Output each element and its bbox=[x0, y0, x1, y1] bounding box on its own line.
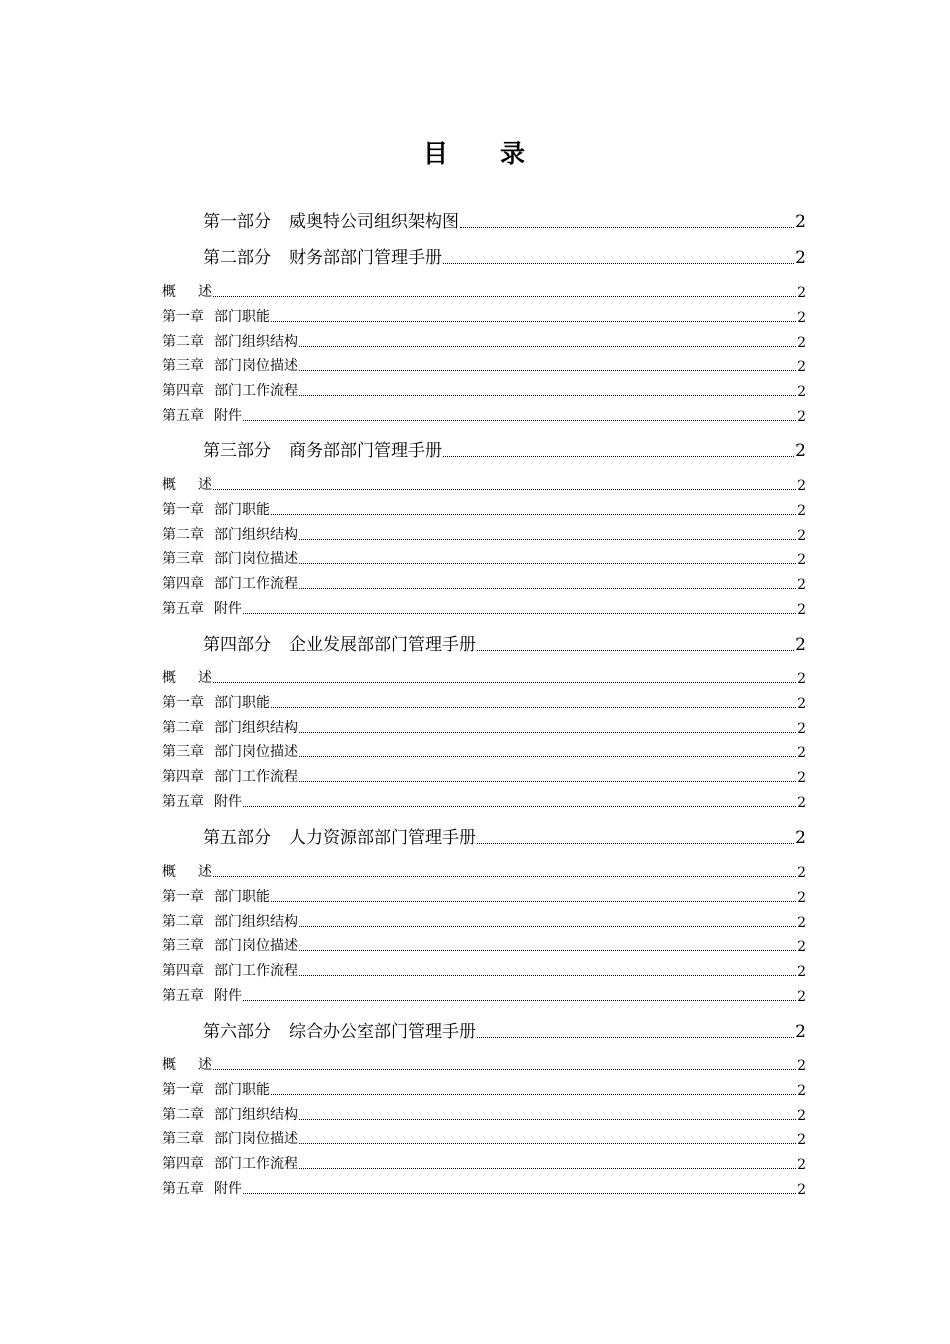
toc-part-title: 威奥特公司组织架构图 bbox=[289, 212, 459, 232]
toc-page-number: 2 bbox=[795, 1022, 806, 1042]
toc-chapter-entry[interactable] bbox=[162, 499, 806, 519]
toc-chapter-title: 部门岗位描述 bbox=[214, 1131, 298, 1148]
toc-chapter-title: 附件 bbox=[214, 794, 242, 810]
title-char-right: 录 bbox=[500, 139, 528, 168]
toc-chapter-label: 第一章 bbox=[162, 308, 204, 325]
toc-page-number: 2 bbox=[797, 384, 806, 401]
toc-chapter-entry[interactable] bbox=[162, 935, 806, 955]
toc-chapter-label: 第二章 bbox=[162, 913, 204, 930]
toc-chapter-title: 部门组织结构 bbox=[214, 526, 298, 543]
toc-part-label: 第三部分 bbox=[203, 441, 271, 461]
leader-dots bbox=[299, 1143, 796, 1144]
toc-page-number: 2 bbox=[797, 1157, 806, 1174]
toc-chapter-label: 第四章 bbox=[162, 576, 204, 593]
toc-chapter-title: 部门工作流程 bbox=[214, 383, 298, 400]
leader-dots bbox=[299, 539, 796, 540]
toc-page-number: 2 bbox=[797, 671, 806, 687]
toc-chapter-title: 部门岗位描述 bbox=[214, 744, 298, 761]
toc-chapter-label: 概 bbox=[162, 864, 176, 880]
leader-dots bbox=[477, 843, 794, 844]
leader-dots bbox=[299, 926, 796, 927]
toc-chapter-entry[interactable] bbox=[162, 573, 806, 593]
toc-chapter-entry[interactable] bbox=[162, 766, 806, 786]
leader-dots bbox=[213, 682, 796, 683]
toc-page-number: 2 bbox=[797, 989, 806, 1005]
toc-page-number: 2 bbox=[797, 577, 806, 594]
leader-dots bbox=[299, 395, 796, 396]
toc-chapter-entry[interactable] bbox=[162, 861, 806, 881]
toc-chapter-label: 概 bbox=[162, 284, 176, 300]
toc-chapter-title: 附件 bbox=[214, 988, 242, 1004]
toc-chapter-entry[interactable] bbox=[162, 791, 806, 811]
leader-dots bbox=[243, 1000, 796, 1001]
toc-chapter-entry[interactable] bbox=[162, 474, 806, 494]
leader-dots bbox=[213, 876, 796, 877]
leader-dots bbox=[443, 263, 794, 264]
toc-chapter-title: 部门岗位描述 bbox=[214, 551, 298, 568]
toc-chapter-title: 部门工作流程 bbox=[214, 1156, 298, 1173]
leader-dots bbox=[299, 756, 796, 757]
leader-dots bbox=[460, 227, 794, 228]
toc-page-number: 2 bbox=[797, 502, 806, 519]
leader-dots bbox=[243, 806, 796, 807]
toc-chapter-label: 第五章 bbox=[162, 794, 204, 810]
toc-page-number: 2 bbox=[797, 285, 806, 301]
toc-page-number: 2 bbox=[797, 770, 806, 787]
toc-chapter-title: 部门岗位描述 bbox=[214, 358, 298, 375]
toc-chapter-label: 第二章 bbox=[162, 1106, 204, 1123]
toc-page-number: 2 bbox=[797, 1107, 806, 1124]
toc-chapter-label: 第二章 bbox=[162, 526, 204, 543]
toc-chapter-title: 部门组织结构 bbox=[214, 333, 298, 350]
toc-chapter-entry[interactable] bbox=[162, 960, 806, 980]
toc-part-label: 第六部分 bbox=[203, 1022, 271, 1042]
toc-chapter-label: 第四章 bbox=[162, 963, 204, 980]
toc-chapter-label: 第三章 bbox=[162, 358, 204, 375]
toc-chapter-title: 附件 bbox=[214, 601, 242, 617]
toc-chapter-entry[interactable] bbox=[162, 598, 806, 618]
toc-page-number: 2 bbox=[797, 1058, 806, 1074]
leader-dots bbox=[213, 296, 796, 297]
leader-dots bbox=[243, 613, 796, 614]
toc-chapter-entry[interactable] bbox=[162, 1054, 806, 1074]
leader-dots bbox=[271, 901, 796, 902]
toc-page-number: 2 bbox=[797, 964, 806, 981]
toc-part-title: 企业发展部部门管理手册 bbox=[289, 635, 476, 655]
toc-part-entry[interactable] bbox=[203, 631, 806, 655]
toc-chapter-title: 部门职能 bbox=[214, 694, 270, 711]
toc-chapter-label: 概 bbox=[162, 670, 176, 686]
toc-page-number: 2 bbox=[797, 359, 806, 376]
leader-dots bbox=[299, 346, 796, 347]
toc-part-title: 综合办公室部门管理手册 bbox=[289, 1022, 476, 1042]
toc-page-number: 2 bbox=[797, 409, 806, 425]
toc-page-number: 2 bbox=[797, 309, 806, 326]
toc-chapter-label: 第一章 bbox=[162, 694, 204, 711]
toc-chapter-title: 述 bbox=[198, 284, 212, 300]
toc-chapter-entry[interactable] bbox=[162, 281, 806, 301]
toc-page-number: 2 bbox=[797, 1182, 806, 1198]
leader-dots bbox=[299, 1168, 796, 1169]
toc-chapter-label: 第四章 bbox=[162, 383, 204, 400]
toc-part-label: 第五部分 bbox=[203, 828, 271, 848]
toc-chapter-label: 第一章 bbox=[162, 501, 204, 518]
toc-chapter-label: 概 bbox=[162, 1057, 176, 1073]
toc-page-number: 2 bbox=[797, 795, 806, 811]
toc-chapter-title: 述 bbox=[198, 670, 212, 686]
toc-page-number: 2 bbox=[795, 635, 806, 655]
toc-chapter-label: 第五章 bbox=[162, 988, 204, 1004]
toc-part-label: 第一部分 bbox=[203, 212, 271, 232]
toc-page-number: 2 bbox=[797, 865, 806, 881]
toc-part-title: 财务部部门管理手册 bbox=[289, 248, 442, 268]
toc-chapter-entry[interactable] bbox=[162, 692, 806, 712]
toc-chapter-label: 第三章 bbox=[162, 551, 204, 568]
toc-page-number: 2 bbox=[797, 478, 806, 494]
toc-chapter-title: 部门职能 bbox=[214, 1081, 270, 1098]
toc-page-number: 2 bbox=[797, 1132, 806, 1149]
toc-part-entry[interactable] bbox=[203, 208, 806, 232]
leader-dots bbox=[477, 1037, 794, 1038]
toc-page-number: 2 bbox=[797, 914, 806, 931]
toc-chapter-entry[interactable] bbox=[162, 911, 806, 931]
leader-dots bbox=[213, 489, 796, 490]
toc-chapter-title: 部门职能 bbox=[214, 888, 270, 905]
toc-page-number: 2 bbox=[797, 939, 806, 956]
toc-chapter-title: 部门职能 bbox=[214, 308, 270, 325]
toc-part-label: 第四部分 bbox=[203, 635, 271, 655]
toc-page-number: 2 bbox=[795, 248, 806, 268]
toc-chapter-title: 部门工作流程 bbox=[214, 769, 298, 786]
toc-page-number: 2 bbox=[797, 745, 806, 762]
toc-part-entry[interactable] bbox=[203, 1018, 806, 1042]
leader-dots bbox=[243, 420, 796, 421]
leader-dots bbox=[213, 1069, 796, 1070]
title-char-left: 目 bbox=[422, 139, 450, 168]
leader-dots bbox=[299, 1119, 796, 1120]
toc-chapter-title: 述 bbox=[198, 1057, 212, 1073]
toc-page-number: 2 bbox=[797, 552, 806, 569]
toc-chapter-label: 第一章 bbox=[162, 1081, 204, 1098]
toc-page-number: 2 bbox=[797, 695, 806, 712]
toc-chapter-label: 第二章 bbox=[162, 333, 204, 350]
toc-chapter-label: 第三章 bbox=[162, 1131, 204, 1148]
toc-part-title: 商务部部门管理手册 bbox=[289, 441, 442, 461]
toc-chapter-label: 概 bbox=[162, 477, 176, 493]
toc-chapter-title: 部门组织结构 bbox=[214, 1106, 298, 1123]
toc-page-number: 2 bbox=[795, 828, 806, 848]
toc-chapter-entry[interactable] bbox=[162, 886, 806, 906]
toc-page-number: 2 bbox=[797, 527, 806, 544]
toc-chapter-entry[interactable] bbox=[162, 524, 806, 544]
toc-part-label: 第二部分 bbox=[203, 248, 271, 268]
toc-chapter-entry[interactable] bbox=[162, 1079, 806, 1099]
toc-chapter-entry[interactable] bbox=[162, 380, 806, 400]
toc-page-number: 2 bbox=[797, 334, 806, 351]
leader-dots bbox=[243, 1193, 796, 1194]
toc-chapter-label: 第三章 bbox=[162, 938, 204, 955]
toc-chapter-title: 述 bbox=[198, 864, 212, 880]
toc-chapter-entry[interactable] bbox=[162, 667, 806, 687]
leader-dots bbox=[477, 650, 794, 651]
toc-chapter-title: 部门岗位描述 bbox=[214, 938, 298, 955]
leader-dots bbox=[299, 975, 796, 976]
leader-dots bbox=[299, 588, 796, 589]
toc-chapter-entry[interactable] bbox=[162, 548, 806, 568]
toc-part-entry[interactable] bbox=[203, 437, 806, 461]
page-title bbox=[0, 134, 950, 170]
toc-page-number: 2 bbox=[797, 889, 806, 906]
leader-dots bbox=[299, 563, 796, 564]
toc-chapter-title: 部门职能 bbox=[214, 501, 270, 518]
toc-chapter-entry[interactable] bbox=[162, 741, 806, 761]
toc-chapter-label: 第四章 bbox=[162, 769, 204, 786]
toc-chapter-entry[interactable] bbox=[162, 331, 806, 351]
toc-part-title: 人力资源部部门管理手册 bbox=[289, 828, 476, 848]
toc-chapter-label: 第四章 bbox=[162, 1156, 204, 1173]
toc-page-number: 2 bbox=[795, 212, 806, 232]
toc-page-number: 2 bbox=[797, 602, 806, 618]
leader-dots bbox=[271, 707, 796, 708]
toc-chapter-entry[interactable] bbox=[162, 405, 806, 425]
toc-chapter-entry[interactable] bbox=[162, 717, 806, 737]
toc-chapter-entry[interactable] bbox=[162, 355, 806, 375]
toc-part-entry[interactable] bbox=[203, 824, 806, 848]
toc-chapter-title: 附件 bbox=[214, 1181, 242, 1197]
leader-dots bbox=[299, 370, 796, 371]
toc-page-number: 2 bbox=[797, 1082, 806, 1099]
leader-dots bbox=[271, 321, 796, 322]
toc-page-number: 2 bbox=[797, 720, 806, 737]
toc-chapter-entry[interactable] bbox=[162, 1104, 806, 1124]
leader-dots bbox=[271, 514, 796, 515]
toc-part-entry[interactable] bbox=[203, 244, 806, 268]
toc-chapter-title: 部门工作流程 bbox=[214, 576, 298, 593]
toc-chapter-entry[interactable] bbox=[162, 1128, 806, 1148]
toc-chapter-label: 第一章 bbox=[162, 888, 204, 905]
leader-dots bbox=[299, 781, 796, 782]
toc-chapter-entry[interactable] bbox=[162, 306, 806, 326]
toc-chapter-label: 第二章 bbox=[162, 719, 204, 736]
leader-dots bbox=[299, 950, 796, 951]
toc-page-number: 2 bbox=[795, 441, 806, 461]
leader-dots bbox=[299, 732, 796, 733]
toc-chapter-title: 述 bbox=[198, 477, 212, 493]
toc-chapter-entry[interactable] bbox=[162, 1153, 806, 1173]
toc-chapter-entry[interactable] bbox=[162, 1178, 806, 1198]
toc-chapter-label: 第三章 bbox=[162, 744, 204, 761]
leader-dots bbox=[271, 1094, 796, 1095]
toc-chapter-title: 部门组织结构 bbox=[214, 913, 298, 930]
toc-chapter-label: 第五章 bbox=[162, 408, 204, 424]
toc-chapter-title: 附件 bbox=[214, 408, 242, 424]
toc-chapter-title: 部门组织结构 bbox=[214, 719, 298, 736]
leader-dots bbox=[443, 456, 794, 457]
toc-chapter-label: 第五章 bbox=[162, 601, 204, 617]
toc-chapter-entry[interactable] bbox=[162, 985, 806, 1005]
toc-chapter-title: 部门工作流程 bbox=[214, 963, 298, 980]
toc-chapter-label: 第五章 bbox=[162, 1181, 204, 1197]
